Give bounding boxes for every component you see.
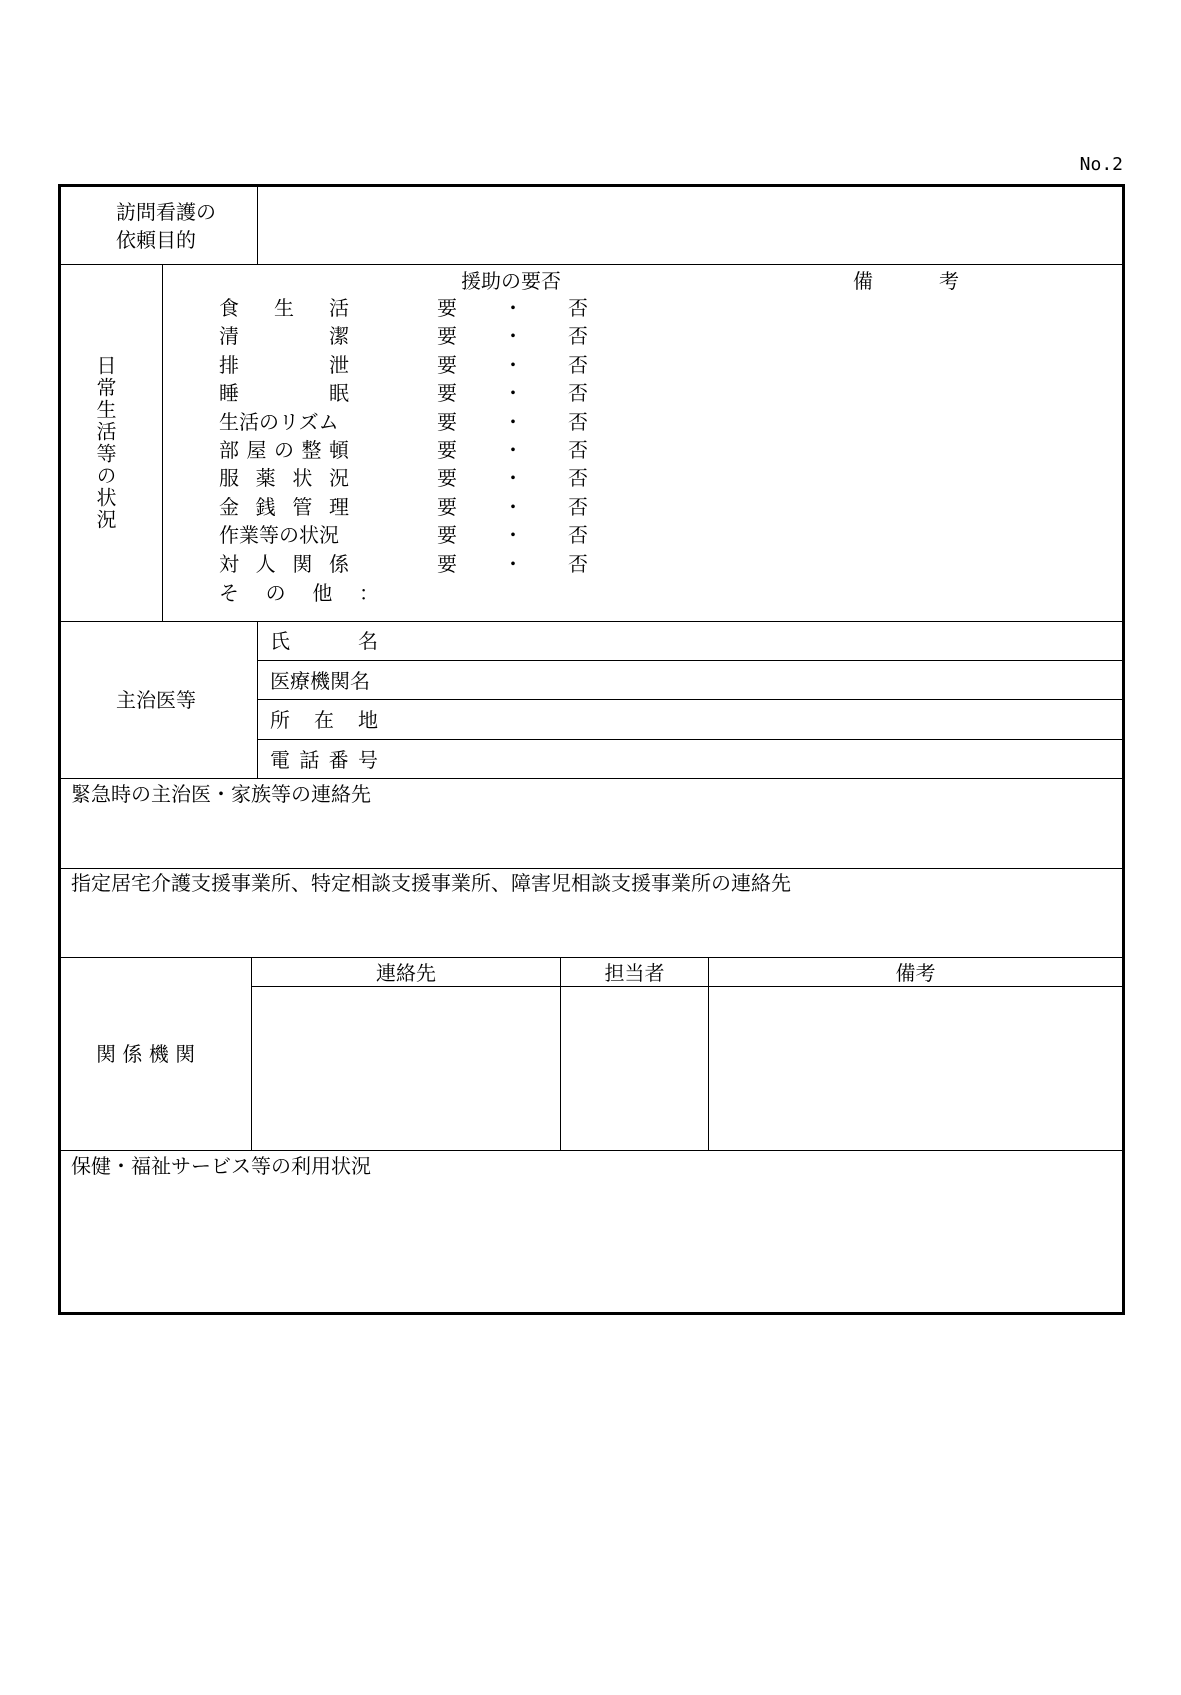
daily-item-label: 清 潔 <box>219 324 349 349</box>
daily-item-label: 作業等の状況 <box>219 523 339 548</box>
need-yes-option[interactable]: 要 <box>437 438 457 462</box>
doctor-field-label: 医療機関名 <box>270 668 370 693</box>
need-no-option[interactable]: 否 <box>568 381 588 406</box>
daily-item-label: 生活のリズム <box>219 409 339 434</box>
need-no-option[interactable]: 否 <box>568 466 588 491</box>
need-yes-option[interactable]: 要 <box>437 352 457 377</box>
doctor-field-label: 氏 名 <box>270 629 378 653</box>
doctor-field-label: 所 在 地 <box>270 708 378 732</box>
separator-dot: ・ <box>503 296 523 320</box>
separator-dot: ・ <box>503 438 523 462</box>
daily-item-label: 金 銭 管 理 <box>219 494 349 519</box>
need-no-option[interactable]: 否 <box>568 551 588 576</box>
column-person-in-charge: 担当者 <box>604 961 665 985</box>
related-agencies-label: 関 係 機 関 <box>96 1042 196 1066</box>
need-yes-option[interactable]: 要 <box>437 296 457 320</box>
other-label: そ の 他 ： <box>219 581 379 605</box>
support-office-contact-label: 指定居宅介護支援事業所、特定相談支援事業所、障害児相談支援事業所の連絡先 <box>71 871 791 895</box>
separator-dot: ・ <box>503 523 523 548</box>
need-yes-option[interactable]: 要 <box>437 494 457 519</box>
need-yes-option[interactable]: 要 <box>437 324 457 349</box>
need-no-option[interactable]: 否 <box>568 409 588 434</box>
daily-item-label: 部 屋 の 整 頓 <box>219 438 349 462</box>
assist-need-header: 援助の要否 <box>461 269 561 293</box>
need-no-option[interactable]: 否 <box>568 324 588 349</box>
visit-purpose-label-2: 依頼目的 <box>116 228 196 252</box>
page-number: No.2 <box>1079 154 1123 175</box>
column-contact: 連絡先 <box>376 961 436 985</box>
need-no-option[interactable]: 否 <box>568 523 588 548</box>
remarks-header-2: 考 <box>939 269 959 293</box>
doctor-label: 主治医等 <box>116 688 196 712</box>
daily-item-label: 食 生 活 <box>219 296 349 320</box>
services-usage-label: 保健・福祉サービス等の利用状況 <box>71 1154 371 1178</box>
doctor-field-label: 電 話 番 号 <box>270 747 378 772</box>
daily-item-label: 服 薬 状 況 <box>219 466 349 491</box>
need-no-option[interactable]: 否 <box>568 296 588 320</box>
need-no-option[interactable]: 否 <box>568 494 588 519</box>
daily-item-label: 排 泄 <box>219 352 349 377</box>
need-no-option[interactable]: 否 <box>568 352 588 377</box>
daily-item-label: 対 人 関 係 <box>219 551 349 576</box>
daily-item-label: 睡 眠 <box>219 381 349 406</box>
remarks-header-1: 備 <box>853 269 873 293</box>
separator-dot: ・ <box>503 466 523 491</box>
need-yes-option[interactable]: 要 <box>437 381 457 406</box>
need-yes-option[interactable]: 要 <box>437 523 457 548</box>
column-remarks: 備考 <box>895 961 936 985</box>
emergency-contact-label: 緊急時の主治医・家族等の連絡先 <box>71 782 371 806</box>
separator-dot: ・ <box>503 324 523 349</box>
visit-purpose-label-1: 訪問看護の <box>116 200 216 224</box>
need-yes-option[interactable]: 要 <box>437 409 457 434</box>
visit-purpose-field[interactable] <box>260 187 1120 263</box>
need-yes-option[interactable]: 要 <box>437 466 457 491</box>
separator-dot: ・ <box>503 381 523 406</box>
need-no-option[interactable]: 否 <box>568 438 588 462</box>
separator-dot: ・ <box>503 551 523 576</box>
separator-dot: ・ <box>503 352 523 377</box>
daily-life-label: 日常生活等の状況 <box>93 355 117 531</box>
separator-dot: ・ <box>503 494 523 519</box>
need-yes-option[interactable]: 要 <box>437 551 457 576</box>
separator-dot: ・ <box>503 409 523 434</box>
